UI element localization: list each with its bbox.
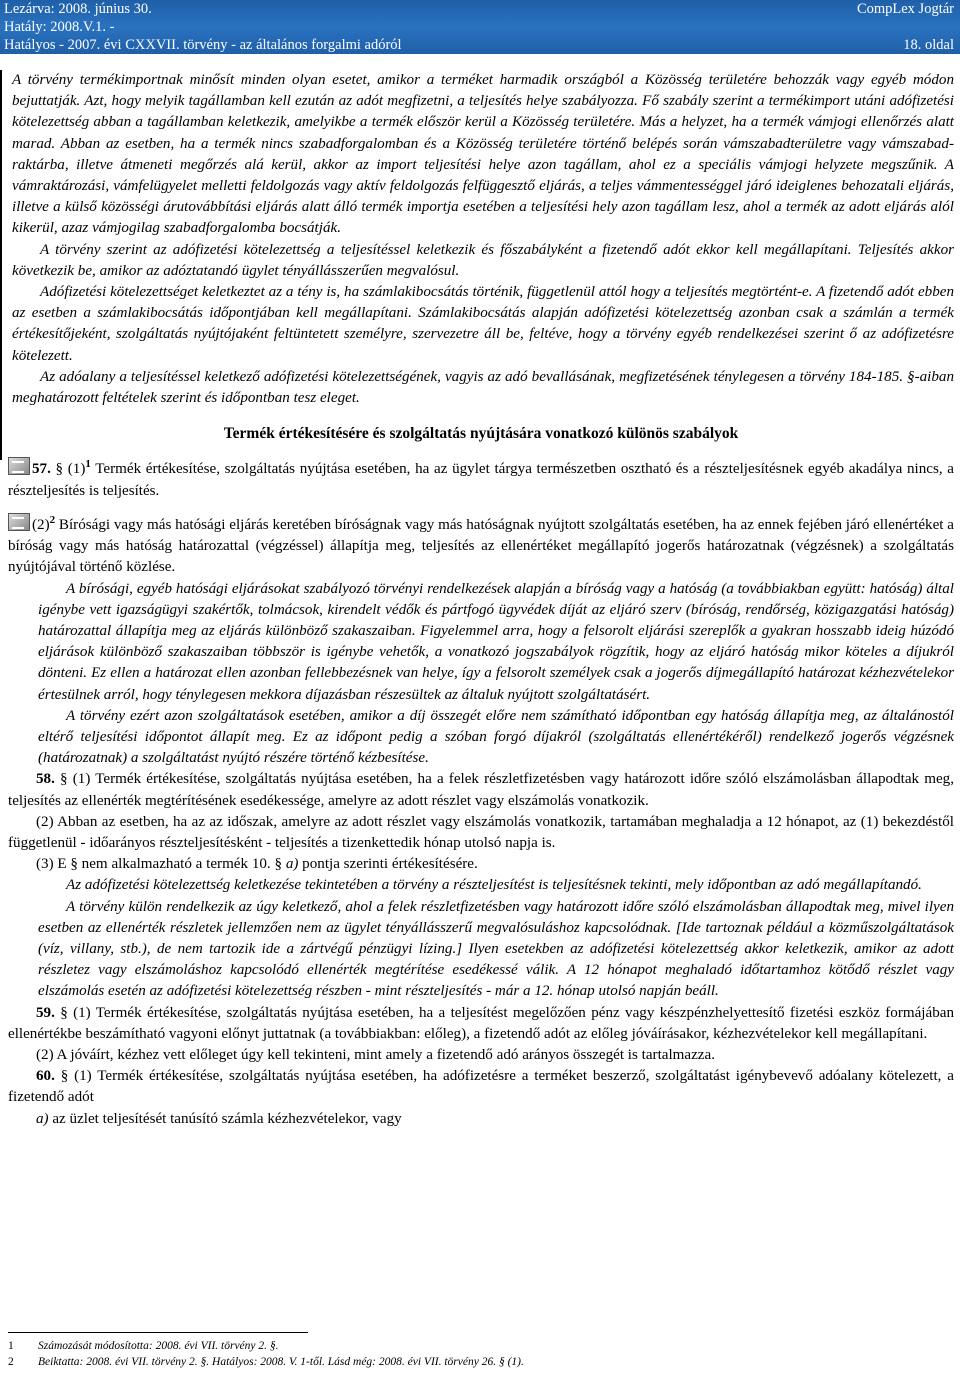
commentary-paragraph: A törvény termékimportnak minősít minden olyan esetet, amikor a terméket harmadik országból a Közösség területére behozzák vagy egyéb módon bejuttatják. Azt, hogy melyik tagállamban kell ezután az adót megfizetni, a teljesítés helye szabályozza. Fő szabály szerint a termékimport utáni adófizetési kötelezettség abban a tagállamban keletkezik, amelyikbe a termék először kerül a Közösség területére. Más a helyzet, ha a termék vámjogi ellenőrzés alatt marad. Abban az esetben, ha a termék nincs szabadforgalomban és a Közösség területére történő belépés során vámszabadterületre vagy vámszabad-raktárba, illetve átmeneti megőrzés alá kerül, akkor az import teljesítési helye azon tagállam, ahol ez a speciális vámjogi helyzete megszűnik. A vámraktározási, vámfelügyelet melletti feldolgozás vagy aktív feldolgozás felfüggesztő eljárás, a teljes vámmentességgel járó ideiglenes behozatali eljárás, illetve a külső közösségi árutovábbítási eljárás alatt álló termék importja esetében a teljesítési hely azon tagállam lesz, ahol a termék az adott eljárás alól kikerül, azaz vámjogilag szabadforgalomba bocsátják. — [12, 72, 954, 237]
footnote-ref[interactable]: 2 — [49, 513, 56, 526]
brand-name: CompLex Jogtár — [856, 1, 954, 17]
point-letter: a) — [36, 1110, 49, 1127]
history-icon[interactable] — [8, 457, 30, 475]
paragraph-59-1 — [8, 1003, 954, 1045]
paragraph-mark: § (1) — [55, 461, 86, 478]
history-icon[interactable] — [8, 513, 30, 531]
section-number: 60. — [36, 1068, 55, 1085]
paragraph-text: pontja szerinti értékesítésére. — [302, 856, 478, 873]
commentary-block-3 — [8, 875, 954, 1002]
paragraph-text: Termék értékesítése, szolgáltatás nyújtása esetében, ha az ügylet tárgya természetben osztható és a részteljesítésnek egyéb akadálya nincs, a részteljesítés is teljesítés. — [8, 461, 954, 499]
paragraph-58-1 — [8, 769, 954, 811]
closed-date: Lezárva: 2008. június 30. — [4, 1, 152, 17]
commentary-paragraph: A törvény szerint az adófizetési kötelezettség a teljesítéssel keletkezik és főszabályként a fizetendő adót ekkor kell megállapítani. Teljesítés akkor következik be, amikor az adóztatandó ügylet tényállásszerűen megvalósul. — [12, 241, 954, 279]
footnote — [8, 1338, 948, 1354]
paragraph-58-2: (2) Abban az esetben, ha az az időszak, amelyre az adott részlet vagy elszámolás vonatkozik, tartamában meghaladja a 12 hónapot, az (1) bekezdéstől függetlenül - időarányos részteljesítésként - teljesítés a tizenkettedik hónap utolsó napja is. — [8, 813, 954, 851]
law-title: Hatályos - 2007. évi CXXVII. törvény - az általános forgalmi adóról — [4, 37, 402, 53]
paragraph-text: az üzlet teljesítését tanúsító számla kézhezvételekor, vagy — [52, 1110, 402, 1127]
commentary-block-2 — [8, 579, 954, 770]
footnote — [8, 1354, 948, 1370]
document-body — [8, 70, 954, 1130]
paragraph-60-1 — [8, 1066, 954, 1108]
paragraph-57-1 — [8, 454, 954, 501]
paragraph-57-2 — [8, 510, 954, 579]
commentary-paragraph: Az adóalany a teljesítéssel keletkező adófizetési kötelezettségének, vagyis az adó bevallásának, megfizetésének ténylegesen a törvény 184-185. §-aiban meghatározott feltételek szerint és időpontban tesz eleget. — [12, 368, 954, 407]
footnote-text: Számozását módosította: 2008. évi VII. törvény 2. §. — [38, 1340, 279, 1352]
paragraph-text: (3) E § nem alkalmazható a termék 10. § — [36, 856, 283, 873]
footnotes — [8, 1338, 948, 1370]
paragraph-text: § (1) Termék értékesítése, szolgáltatás nyújtása esetében, ha a teljesítést megelőzően pénz vagy készpénzhelyettesítő fizetési eszköz formájában ellenértékbe beszámítható vagyoni előnyt juttatnak (a továbbiakban: előleg), a fizetendő adót az előleg jóváírásakor, kézhezvételekor kell megállapítani. — [8, 1004, 954, 1042]
document-header — [0, 0, 960, 54]
commentary-block-1 — [8, 70, 954, 409]
footnote-number: 2 — [8, 1356, 14, 1368]
footnote-text: Beiktatta: 2008. évi VII. törvény 2. §. Hatályos: 2008. V. 1-től. Lásd még: 2008. évi VII. törvény 26. § (1). — [38, 1356, 524, 1368]
section-title: Termék értékesítésére és szolgáltatás nyújtására vonatkozó különös szabályok — [223, 425, 739, 443]
footnote-ref[interactable]: 1 — [85, 458, 91, 471]
paragraph-59-2: (2) A jóváírt, kézhez vett előleget úgy kell tekinteni, mint amely a fizetendő adó arányos összegét is tartalmazza. — [36, 1047, 715, 1063]
commentary-paragraph: Az adófizetési kötelezettség keletkezése tekintetében a törvény a részteljesítést is teljesítésnek tekinti, mely időpontban az adó megállapítandó. — [66, 877, 922, 894]
paragraph-text: § (1) Termék értékesítése, szolgáltatás nyújtása esetében, ha a felek részletfizetésben vagy határozott időre szóló elszámolásban állapodtak meg, teljesítés az ellenérték megtérítésének esedékessége, amelyre az adott részlet vagy elszámolás vonatkozik. — [8, 771, 955, 809]
page-number: 18. oldal — [903, 37, 954, 53]
effective-date: Hatály: 2008.V.1. - — [4, 19, 115, 35]
paragraph-text: § (1) Termék értékesítése, szolgáltatás nyújtása esetében, ha adófizetésre a terméket beszerző, szolgáltatást igénybevevő adóalany kötelezett, a fizetendő adót — [8, 1068, 954, 1106]
paragraph-60-a — [8, 1109, 954, 1130]
section-number: 59. — [36, 1004, 55, 1021]
footnote-number: 1 — [8, 1340, 14, 1352]
paragraph-58-3 — [8, 854, 954, 875]
commentary-bar — [0, 70, 2, 460]
paragraph-text: Bírósági vagy más hatósági eljárás keretében bíróságnak vagy más hatóságnak nyújtott szolgáltatás esetében, ha az ennek fejében járó ellenértéket a bíróság vagy más hatóság határozattal (végzéssel) állapítja meg, teljesítés az ellenértéket megállapító jogerős határozatnak (végzésnek) a szolgáltatás nyújtójával történő közlése. — [8, 516, 954, 576]
commentary-paragraph: Adófizetési kötelezettséget keletkeztet az a tény is, ha számlakibocsátás történik, függetlenül attól hogy a teljesítés megtörtént-e. A fizetendő adót ebben az esetben a számlakibocsátás időpontjában kell megállapítani. Számlakibocsátás alapján adófizetési kötelezettség azonban csak a számlán a termék értékesítőjeként, szolgáltatás nyújtójaként feltüntetett személyre, szervezetre áll be, feltéve, hogy a törvény egyéb rendelkezései szerint ő az adófizetésre kötelezett. — [12, 284, 954, 364]
footnote-divider — [8, 1332, 308, 1333]
section-number: 58. — [36, 771, 55, 788]
paragraph-mark: (2) — [32, 516, 50, 533]
header-left — [4, 0, 402, 54]
commentary-paragraph: A bírósági, egyéb hatósági eljárásokat szabályozó törvényi rendelkezések alapján a bíróság vagy a hatóság (a továbbiakban együtt: hatóság) által igénybe vett igazságügyi szakértők, tolmácsok, kirendelt védők és pártfogó ügyvédek díját az eljáró szerv (bíróság, rendőrség, közigazgatási hatóság) határozattal állapítja meg az eljárás különböző szakaszaiban. Figyelemmel arra, hogy a felsorolt eljárási szereplők a gyakran hosszabb ideig húzódó eljárások különböző szakaszaiban többször is igénybe vehetők, a vonatkozó jogszabályok rögzítik, hogy az eljáró hatóság mikor köteles a díjukról dönteni. Ez ellen a határozat ellen azonban fellebbezésnek van helye, így a felsorolt személyek csak a jogerős díjmegállapító határozat kézhezvételekor értesülnek arról, hogy ténylegesen mekkora díjazásban részesültek az általuk nyújtott szolgáltatásért. — [38, 580, 954, 703]
point-letter: a) — [285, 856, 299, 873]
commentary-paragraph: A törvény külön rendelkezik az úgy keletkező, ahol a felek részletfizetésben vagy határozott időre szóló elszámolásban állapodtak meg, mivel ilyen esetben az ellenérték részletek jellemzően nem az ügylet tényállásszerű megvalósuláshoz kapcsolódnak. [Ide tartoznak például a közműszolgáltatások (víz, villany, stb.), de nem tartozik ide a zártvégű pénzügyi lízing.] Ilyen esetekben az adófizetési kötelezettség akkor keletkezik, amikor az adott részletez vagy elszámoláshoz kapcsolódó ellenérték megtérítése esedékessé válik. A 12 hónapot meghaladó időtartamhoz kötődő részlet vagy elszámolás esetén az adófizetési kötelezettség részben - mint részteljesítés - már a 12. hónap utolsó napján beáll. — [38, 898, 954, 1000]
commentary-paragraph: A törvény ezért azon szolgáltatások esetében, amikor a díj összegét előre nem számítható időpontban egy hatóság állapítja meg, az általánostól eltérő teljesítési időpontot állapít meg. Ez az időpont pedig a szóban forgó díjakról (szolgáltatás ellenértékéről) rendelkező jogerős végzésnek (határozatnak) a szolgáltatást nyújtó részére történő kézbesítése. — [38, 707, 954, 767]
section-number: 57. — [32, 461, 51, 478]
